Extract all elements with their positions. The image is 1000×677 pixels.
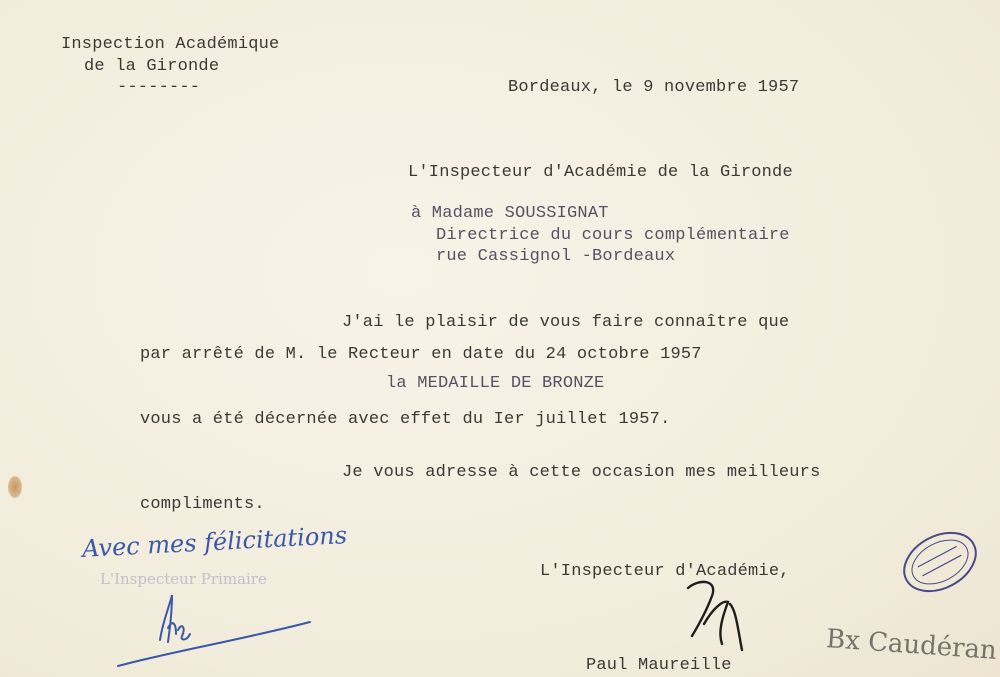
recipient-address: rue Cassignol -Bordeaux xyxy=(436,247,676,266)
body-paragraph-2: par arrêté de M. le Recteur en date du 24 octobre 1957 xyxy=(140,345,702,364)
pencil-location-note: Bx Caudéran xyxy=(825,624,998,666)
header-department: de la Gironde xyxy=(84,57,220,76)
maureille-signature xyxy=(688,582,742,650)
date-line: Bordeaux, le 9 novembre 1957 xyxy=(508,78,800,97)
body-paragraph-5: compliments. xyxy=(140,495,265,514)
header-rule: -------- xyxy=(117,78,201,97)
oval-museum-stamp xyxy=(894,521,986,603)
body-paragraph-4: Je vous adresse à cette occasion mes meilleurs xyxy=(342,463,821,482)
body-paragraph-3: vous a été décernée avec effet du Ier juillet 1957. xyxy=(140,410,671,429)
blue-initials-signature xyxy=(118,595,310,666)
body-paragraph-1: J'ai le plaisir de vous faire connaître que xyxy=(342,313,790,332)
closing-title: L'Inspecteur d'Académie, xyxy=(540,562,790,581)
signatory-name: Paul Maureille xyxy=(586,656,732,675)
handwritten-congratulations: Avec mes félicitations xyxy=(81,521,348,563)
recipient-title: Directrice du cours complémentaire xyxy=(436,226,790,245)
recipient-name: à Madame SOUSSIGNAT xyxy=(411,204,609,223)
header-institution: Inspection Académique xyxy=(61,35,280,54)
faint-inspector-stamp: L'Inspecteur Primaire xyxy=(100,570,267,588)
award-line: la MEDAILLE DE BRONZE xyxy=(386,374,605,393)
sender-line: L'Inspecteur d'Académie de la Gironde xyxy=(408,163,793,182)
